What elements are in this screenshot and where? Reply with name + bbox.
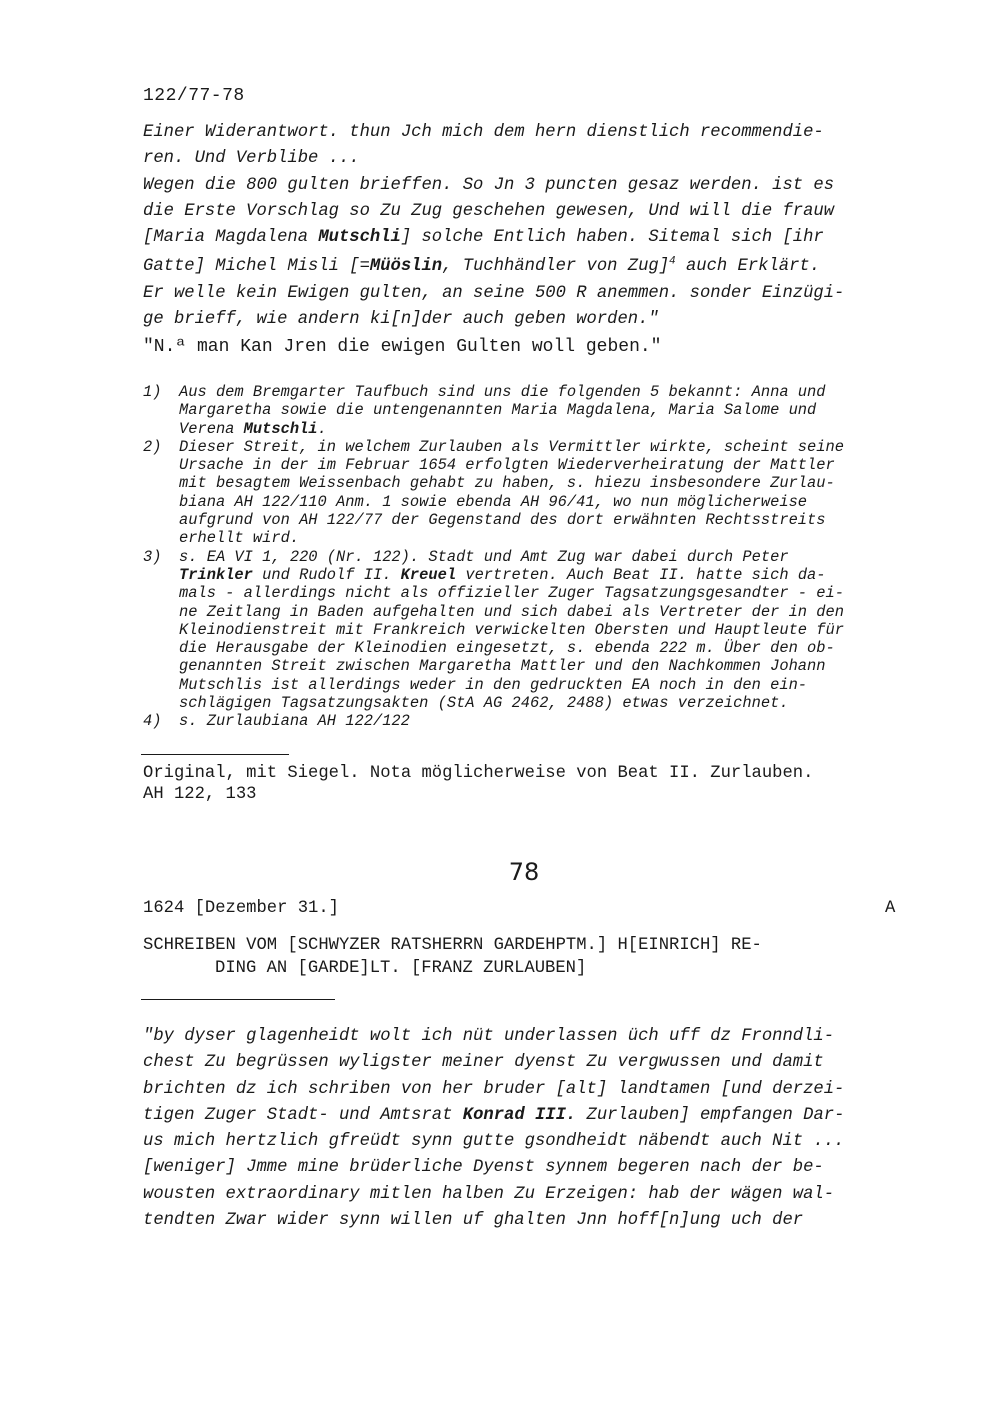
footnote-line: Aus dem Bremgarter Taufbuch sind uns die folgenden 5 bekannt: Anna und <box>179 383 826 401</box>
document-date: 1624 [Dezember 31.] <box>143 899 339 918</box>
footnote-line: genannten Streit zwischen Margaretha Mattler und den Nachkommen Johann <box>179 657 826 676</box>
footnote-line: die Herausgabe der Kleinodien eingesetzt, s. ebenda 222 m. Über den ob- <box>179 639 835 658</box>
text-span: auch Erklärt. <box>675 257 821 277</box>
footnote-ref: 4 <box>669 255 676 268</box>
name-mueoeslin: Müöslin <box>369 257 443 277</box>
name-mutschli: Mutschli <box>318 228 401 248</box>
document-title <box>143 935 762 980</box>
footnote-number: 4) <box>143 712 162 731</box>
text-span: und Rudolf II. <box>252 565 401 584</box>
text-span: ] solche Entlich haben. Sitemal sich [ihr <box>400 228 824 248</box>
name-mutschli: Mutschli <box>243 419 318 438</box>
footnote-line <box>179 566 918 584</box>
letter-body <box>143 120 903 333</box>
footnote-line <box>179 420 918 438</box>
text-line <box>143 254 903 280</box>
title-line: SCHREIBEN VOM [SCHWYZER RATSHERRN GARDEHPTM.] H[EINRICH] RE- <box>143 936 762 955</box>
divider-rule <box>141 999 335 1000</box>
text-span: tigen Zuger Stadt- und Amtsrat <box>143 1105 463 1125</box>
text-span: . <box>317 419 327 438</box>
text-line <box>143 225 903 251</box>
footnote-line: Margaretha sowie die untengenannten Maria Magdalena, Maria Salome und <box>179 401 817 420</box>
text-line: us mich hertzlich gfreüdt synn gutte gsondheidt näbendt auch Nit ... <box>143 1132 845 1152</box>
text-line: [weniger] Jmme mine brüderliche Dyenst synnem begeren nach der be- <box>143 1158 824 1178</box>
footnote-4 <box>143 712 918 730</box>
text-line: ge brieff, wie andern ki[n]der auch geben worden." <box>143 310 659 330</box>
footnote-line: Dieser Streit, in welchem Zurlauben als Vermittler wirkte, scheint seine <box>179 437 844 456</box>
footnote-line: s. Zurlaubiana AH 122/122 <box>179 712 410 731</box>
name-trinkler: Trinkler <box>179 565 253 584</box>
footnotes <box>143 383 918 731</box>
text-line: tendten Zwar wider synn willen uf ghalten Jnn hoff[n]ung uch der <box>143 1211 804 1231</box>
footnote-3 <box>143 548 918 713</box>
text-line: brichten dz ich schriben von her bruder [alt] landtamen [und derzei- <box>143 1079 845 1099</box>
text-span: Zurlauben] empfangen Dar- <box>576 1105 845 1125</box>
text-line: Wegen die 800 gulten brieffen. So Jn 3 puncten gesaz werden. ist es <box>143 175 835 195</box>
text-line <box>143 1103 903 1129</box>
name-konrad: Konrad III. <box>462 1105 577 1125</box>
page-reference: 122/77-78 <box>143 86 245 106</box>
source-note-line: Original, mit Siegel. Nota möglicherweise von Beat II. Zurlauben. <box>143 764 814 783</box>
footnote-line: Mutschlis ist allerdings weder in den gedruckten EA noch in den ein- <box>179 675 808 694</box>
footnote-line: aufgrund von AH 122/77 der Gegenstand des dort erwähnten Rechtsstreits <box>179 511 826 530</box>
footnote-line: mals - allerdings nicht als offizieller Zuger Tagsatzungsgesandter - ei- <box>179 584 844 603</box>
text-line: Einer Widerantwort. thun Jch mich dem hern dienstlich recommendie- <box>143 123 824 142</box>
text-span: , Tuchhändler von Zug] <box>442 257 670 277</box>
text-line: ren. Und Verblibe ... <box>143 149 360 169</box>
footnote-number: 2) <box>143 437 162 456</box>
source-note-line: AH 122, 133 <box>143 784 257 804</box>
text-span: Gatte] Michel Misli [= <box>143 257 370 277</box>
footnote-line: s. EA VI 1, 220 (Nr. 122). Stadt und Amt Zug war dabei durch Peter <box>179 547 789 566</box>
text-span: vertreten. Auch Beat II. hatte sich da- <box>456 565 826 584</box>
text-span: Verena <box>179 419 244 438</box>
footnote-2 <box>143 438 918 548</box>
footnote-line: schlägigen Tagsatzungsakten (StA AG 2462, 2488) etwas verzeichnet. <box>179 694 789 713</box>
text-span: [Maria Magdalena <box>143 228 319 248</box>
name-kreuel: Kreuel <box>400 565 457 584</box>
quote-body <box>143 1024 903 1234</box>
footnote-line: biana AH 122/110 Anm. 1 sowie ebenda AH 96/41, wo nun möglicherweise <box>179 492 808 511</box>
divider-rule <box>141 754 289 755</box>
text-line: chest Zu begrüssen wyligster meiner dyenst Zu vergwussen und damit <box>143 1053 824 1073</box>
footnote-line: erhellt wird. <box>179 529 300 548</box>
text-line: "by dyser glagenheidt wolt ich nüt underlassen üch uff dz Fronndli- <box>143 1027 835 1046</box>
source-note <box>143 764 813 805</box>
footnote-line: mit besagtem Weissenbach gehabt zu haben, s. hiezu insbesondere Zurlau- <box>179 474 835 493</box>
text-line: wousten extraordinary mitlen halben Zu Erzeigen: hab der wägen wal- <box>143 1184 835 1204</box>
footnote-line: ne Zeitlang in Baden aufgehalten und sich dabei als Vertreter der in den <box>179 602 844 621</box>
footnote-line: Ursache in der im Februar 1654 erfolgten Wiederverheiratung der Mattler <box>179 456 835 475</box>
document-number: 78 <box>508 858 540 886</box>
document-classification: A <box>885 899 896 918</box>
text-line: Er welle kein Ewigen gulten, an seine 500 R anemmen. sonder Einzügi- <box>143 283 845 303</box>
footnote-line: Kleinodienstreit mit Frankreich verwickelten Obersten und Hauptleute für <box>179 620 844 639</box>
nota-line: "N.ª man Kan Jren die ewigen Gulten woll geben." <box>143 337 662 357</box>
text-line: die Erste Vorschlag so Zu Zug geschehen gewesen, Und will die frauw <box>143 201 835 221</box>
footnote-1 <box>143 383 918 438</box>
footnote-number: 3) <box>143 547 162 566</box>
title-line: DING AN [GARDE]LT. [FRANZ ZURLAUBEN] <box>215 958 587 978</box>
footnote-number: 1) <box>143 383 162 401</box>
